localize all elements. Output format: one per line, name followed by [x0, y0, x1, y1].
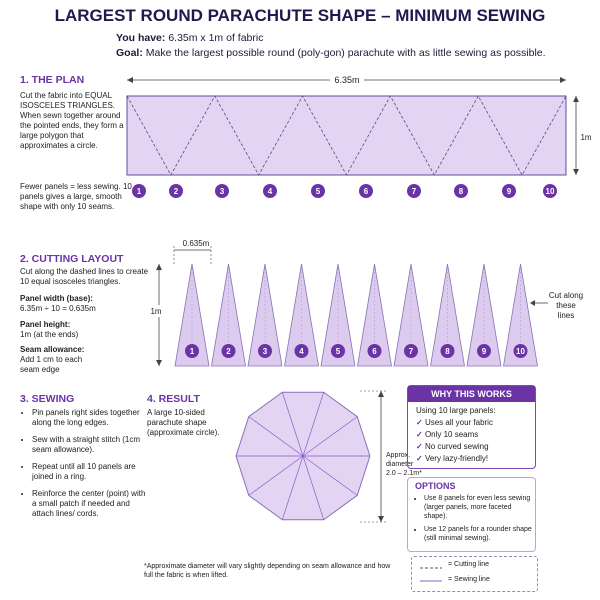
sewing-step: • Pin panels right sides together along the long edges.: [32, 408, 150, 428]
cut-panel-number: 1: [189, 347, 195, 356]
cut-note: Cut along these lines: [548, 291, 584, 320]
cut-panel-number: 3: [262, 347, 268, 356]
plan-heading: 1. THE PLAN: [20, 74, 85, 86]
plan-panel-number: 2: [173, 187, 179, 196]
options-box: [407, 477, 536, 552]
seam-allowance-value: Add 1 cm to each seam edge: [20, 355, 83, 374]
why-intro: Using 10 large panels:: [416, 406, 496, 415]
plan-panel-number: 5: [315, 187, 321, 196]
panel-base-label: 0.635m: [182, 239, 210, 248]
cut-panel-number: 9: [481, 347, 487, 356]
plan-panel-number: 4: [267, 187, 273, 196]
plan-text-1: Cut the fabric into EQUAL ISOSCELES TRIANGLES. When sewn together around the pointed ends, they form a large polygon that approximates a circle.: [20, 91, 124, 150]
you-have-text: 6.35m x 1m of fabric: [168, 32, 264, 44]
why-heading: WHY THIS WORKS: [408, 386, 535, 402]
goal-label: Goal:: [116, 47, 143, 59]
plan-panel-number: 1: [136, 187, 142, 196]
why-item: ✓ No curved sewing: [416, 442, 535, 452]
cut-panel-number: 7: [408, 347, 414, 356]
fabric-height-label: 1m: [580, 133, 592, 142]
you-have-label: You have:: [116, 32, 166, 44]
legend-box: [411, 556, 538, 592]
why-box: [407, 385, 536, 469]
cut-panels: [175, 264, 548, 366]
page-title: LARGEST ROUND PARACHUTE SHAPE – MINIMUM SEWING: [54, 6, 546, 25]
arrow-down-icon: [573, 169, 579, 175]
result-heading: 4. RESULT: [147, 393, 200, 405]
seam-allowance-title: Seam allowance:: [20, 345, 85, 354]
plan-panel-number: 7: [411, 187, 417, 196]
fabric-width-label: 6.35m: [334, 75, 360, 85]
seam-allowance-block: [20, 345, 100, 375]
plan-panel-number: 9: [506, 187, 512, 196]
panel-height-value: 1m (at the ends): [20, 330, 79, 339]
panel-height-block: [20, 320, 152, 340]
plan-panel-numbers: [132, 184, 557, 198]
options-item: • Use 12 panels for a rounder shape (still minimal sewing).: [424, 525, 535, 543]
plan-panel-number: 8: [458, 187, 464, 196]
sewing-heading: 3. SEWING: [20, 393, 75, 405]
panel-width-block: [20, 294, 152, 314]
plan-text-2: Fewer panels = less sewing. 10 panels gives a large, smooth shape with only 10 seams.: [20, 182, 132, 211]
cut-panel-number: 4: [299, 347, 304, 356]
panel-width-title: Panel width (base):: [20, 294, 93, 303]
sewing-step: • Reinforce the center (point) with a small patch if needed and attach lines/ cords.: [32, 489, 150, 519]
cut-panel-number: 2: [226, 347, 231, 356]
arrow-right-icon: [560, 77, 566, 83]
cutting-intro: Cut along the dashed lines to create 10 equal isosceles triangles.: [20, 267, 149, 286]
arrow-left-icon: [127, 77, 133, 83]
why-item: ✓ Uses all your fabric: [416, 418, 535, 428]
plan-panel-number: 3: [219, 187, 225, 196]
why-list: [408, 418, 535, 464]
cutting-heading: 2. CUTTING LAYOUT: [20, 253, 124, 265]
cut-panel-number: 8: [445, 347, 450, 356]
options-heading: OPTIONS: [415, 481, 456, 491]
result-footnote: *Approximate diameter will vary slightly depending on seam allowance and how full the fabric is when lifted.: [144, 563, 391, 579]
cut-panel-number: 6: [372, 347, 377, 356]
why-item: ✓ Only 10 seams: [416, 430, 535, 440]
panel-width-value: 6.35m ÷ 10 = 0.635m: [20, 304, 96, 313]
plan-panel-number: 10: [545, 187, 555, 196]
diameter-value: 2.0 – 2.1m*: [386, 470, 422, 477]
panel-height-label: 1m: [150, 307, 162, 316]
options-item: • Use 8 panels for even less sewing (larger panels, more faceted shape).: [424, 494, 535, 521]
result-decagon: [236, 392, 370, 519]
sewing-steps: [20, 408, 150, 526]
panel-height-title: Panel height:: [20, 320, 71, 329]
sewing-step: • Repeat until all 10 panels are joined in a ring.: [32, 462, 150, 482]
cut-panel-number: 5: [335, 347, 341, 356]
diameter-label: Approx. diameter: [386, 452, 414, 468]
plan-panel-number: 6: [363, 187, 369, 196]
result-text: A large 10-sided parachute shape (approximate circle).: [147, 408, 220, 437]
why-item: ✓ Very lazy-friendly!: [416, 454, 535, 464]
goal-text: Make the largest possible round (poly-gon) parachute with as little sewing as possible.: [145, 47, 546, 59]
arrow-up-icon: [573, 96, 579, 102]
options-list: [408, 494, 535, 543]
legend-sewing: = Sewing line: [448, 576, 490, 583]
sewing-step: • Sew with a straight stitch (1cm seam allowance).: [32, 435, 150, 455]
legend-cutting: = Cutting line: [448, 561, 490, 568]
cut-panel-number: 10: [516, 347, 525, 356]
